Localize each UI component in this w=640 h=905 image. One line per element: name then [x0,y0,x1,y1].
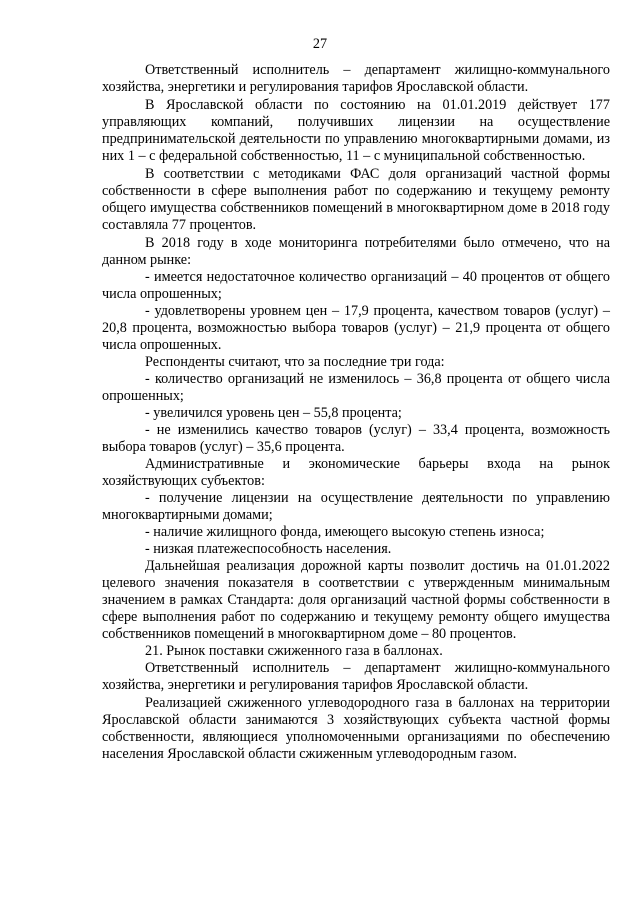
list-item-housing-wear: - наличие жилищного фонда, имеющего высокую степень износа; [145,524,545,540]
page-number: 27 [312,36,328,52]
paragraph-respondents: Респонденты считают, что за последние три года: [145,354,445,370]
paragraph-lpg-sales: Реализацией сжиженного углеводородного газа в баллонах на территории Ярославской области занимаются 3 хозяйствующих субъекта частной формы собственности, являющиеся уполномоченными организациями по обеспечению населения Ярославской области сжиженным углеводородным газом. [102,695,610,762]
list-item-satisfied: - удовлетворены уровнем цен – 17,9 процента, качеством товаров (услуг) – 20,8 процента, возможностью выбора товаров (услуг) – 21,9 процента от общего числа опрошенных. [102,303,610,353]
list-item-prices-increased: - увеличился уровень цен – 55,8 процента; [145,405,402,421]
paragraph-fas-share: В соответствии с методиками ФАС доля организаций частной формы собственности в сфере выполнения работ по содержанию и текущему ремонту общего имущества собственников помещений в многоквартирном доме в 2018 году составляла 77 процентов. [102,166,610,233]
list-item-low-solvency: - низкая платежеспособность населения. [145,541,392,557]
paragraph-responsible-executor-2: Ответственный исполнитель – департамент жилищно-коммунального хозяйства, энергетики и регулирования тарифов Ярославской области. [102,660,610,693]
paragraph-monitoring-intro: В 2018 году в ходе мониторинга потребителями было отмечено, что на данном рынке: [102,235,610,268]
paragraph-responsible-executor: Ответственный исполнитель – департамент жилищно-коммунального хозяйства, энергетики и регулирования тарифов Ярославской области. [102,62,610,95]
list-item-orgs-unchanged: - количество организаций не изменилось – 36,8 процента от общего числа опрошенных; [102,371,610,404]
paragraph-roadmap: Дальнейшая реализация дорожной карты позволит достичь на 01.01.2022 целевого значения показателя в соответствии с утвержденным минимальным значением в рамках Стандарта: доля организаций частной формы собственности в сфере выполнения работ по содержанию и текущему ремонту общего имущества собственников помещений в многоквартирном доме – 80 процентов. [102,558,610,642]
paragraph-barriers: Административные и экономические барьеры входа на рынок хозяйствующих субъектов: [102,456,610,489]
paragraph-management-companies: В Ярославской области по состоянию на 01.01.2019 действует 177 управляющих компаний, получивших лицензии на осуществление предпринимательской деятельности по управлению многоквартирными домами, из них 1 – с федеральной собственностью, 11 – с муниципальной собственностью. [102,97,610,164]
section-heading-lpg-market: 21. Рынок поставки сжиженного газа в баллонах. [145,643,443,659]
document-body [102,62,610,763]
list-item-insufficient-orgs: - имеется недостаточное количество организаций – 40 процентов от общего числа опрошенных; [102,269,610,302]
list-item-license: - получение лицензии на осуществление деятельности по управлению многоквартирными домами; [102,490,610,523]
list-item-quality-unchanged: - не изменились качество товаров (услуг) – 33,4 процента, возможность выбора товаров (услуг) – 35,6 процента. [102,422,610,455]
